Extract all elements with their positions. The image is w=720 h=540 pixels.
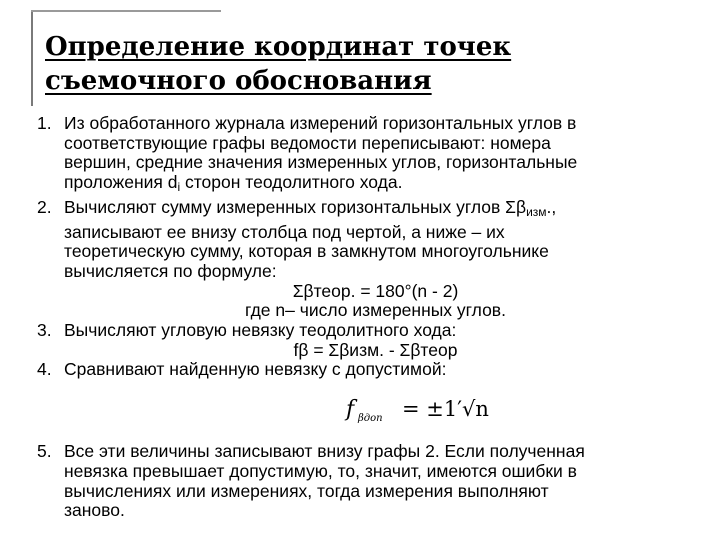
item-2-line-1-end: ., [546,196,557,217]
frame-top-line [31,10,221,12]
item-1-line-1: Из обработанного журнала измерений горизонтальных углов в [64,113,577,133]
item-3-text: Вычисляют угловую невязку теодолитного хода: [64,320,457,341]
slide-title [45,30,605,98]
item-1-line-2: соответствующие графы ведомости переписывают: номера [64,132,551,153]
item-number: 5. [37,441,52,462]
formula-misclosure: fβ = Σβизм. - Σβтеор [293,339,458,360]
item-2-line-2: записывают ее внизу столбца под чертой, а ниже – их [64,221,505,242]
item-1-subscript: i [177,180,181,195]
item-5-line-4: заново. [64,500,125,521]
item-2-subscript: изм [526,204,547,219]
item-2-line-3: теоретическую сумму, которая в замкнутом многоугольнике [64,241,549,262]
formula-allowed-svg [344,390,504,430]
item-number: 1. [37,113,52,133]
list-item-4 [37,360,687,430]
slide-content [37,114,687,521]
item-number: 4. [37,359,52,380]
formula-f: f [346,397,355,423]
item-1-line-4-rest: сторон теодолитного хода. [180,172,403,193]
title-line-1: Определение координат точек [45,32,512,62]
formula-rhs: = ±1′√n [402,397,489,422]
item-5-line-3: вычислениях или измерениях, тогда измерения выполняют [64,480,549,501]
formula-theoretical-sum: Σβтеор. = 180°(n - 2) [292,280,459,301]
item-number: 3. [37,320,52,341]
item-2-line-1-text: Вычисляют сумму измеренных горизонтальных углов Σβ [64,196,527,217]
item-1-line-4-text: проложения d [64,172,178,193]
item-2-line-1 [64,198,687,223]
formula-allowed-misclosure [64,390,687,430]
formula-sub: βдоп [358,413,383,425]
item-number: 2. [37,196,52,217]
item-5-line-1: Все эти величины записывают внизу графы 2. Если полученная [64,441,585,462]
item-2-line-4: вычисляется по формуле: [64,260,277,281]
list-item-3 [37,321,687,360]
frame-left-line [31,10,33,106]
list-item-1 [37,114,687,198]
list-item-2 [37,198,687,321]
item-1-line-3: вершин, средние значения измеренных углов, горизонтальные [64,152,578,173]
list-item-5 [37,442,687,521]
item-4-text: Сравнивают найденную невязку с допустимой: [64,359,447,380]
item-5-line-2: невязка превышает допустимую, то, значит, имеются ошибки в [64,460,577,481]
title-line-2: съемочного обоснования [45,66,432,96]
formula-note: где n– число измеренных углов. [245,300,506,321]
item-1-line-4 [64,173,687,198]
